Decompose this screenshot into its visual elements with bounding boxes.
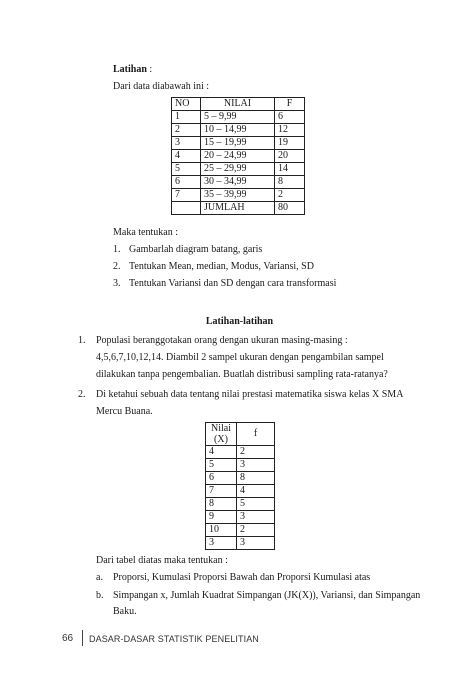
table-row (206, 446, 275, 459)
cell-f: 14 (275, 163, 305, 176)
cell-f: 3 (237, 459, 275, 472)
nilai-frequency-table (205, 422, 275, 550)
cell-nilai: 15 – 19,99 (201, 137, 275, 150)
list-number: 2. (113, 261, 121, 272)
cell-f: 5 (237, 498, 275, 511)
list-text-line-1: Simpangan x, Jumlah Kuadrat Simpangan (JK(X)), Variansi, dan Simpangan (113, 590, 421, 601)
cell-nilai: 25 – 29,99 (201, 163, 275, 176)
list-letter: a. (96, 572, 103, 583)
section-heading-latihan (113, 64, 152, 76)
cell-x: 10 (206, 524, 237, 537)
cell-x: 8 (206, 498, 237, 511)
table-row (206, 537, 275, 550)
cell-f: 12 (275, 124, 305, 137)
cell-nilai: 5 – 9,99 (201, 111, 275, 124)
cell-no: 7 (172, 189, 201, 202)
cell-no: 2 (172, 124, 201, 137)
section-title-suffix: : (146, 64, 153, 75)
list-number: 3. (113, 278, 121, 289)
cell-no: 1 (172, 111, 201, 124)
table-total-row (172, 202, 305, 215)
table-header-row (206, 423, 275, 446)
cell-f: 20 (275, 150, 305, 163)
book-title: DASAR-DASAR STATISTIK PENELITIAN (89, 634, 259, 644)
cell-nilai: 20 – 24,99 (201, 150, 275, 163)
list-text: Tentukan Variansi dan SD dengan cara transformasi (129, 278, 337, 289)
question-2-line-1: Di ketahui sebuah data tentang nilai prestasi matematika siswa kelas X SMA (96, 389, 404, 400)
table-row (172, 150, 305, 163)
instruction-text-2: Dari tabel diatas maka tentukan : (96, 555, 228, 566)
table-row (206, 511, 275, 524)
cell-x: 3 (206, 537, 237, 550)
cell-x: 9 (206, 511, 237, 524)
total-label: JUMLAH (201, 202, 275, 215)
intro-text: Dari data diabawah ini : (113, 81, 210, 92)
question-1-line-2: 4,5,6,7,10,12,14. Diambil 2 sampel ukuran dengan pengambilan sampel (96, 352, 384, 363)
cell-x: 7 (206, 485, 237, 498)
footer-divider (82, 630, 83, 646)
cell-no: 5 (172, 163, 201, 176)
instruction-text: Maka tentukan : (113, 227, 178, 238)
cell-x: 6 (206, 472, 237, 485)
list-text: Gambarlah diagram batang, garis (129, 244, 263, 255)
question-2-line-2: Mercu Buana. (96, 406, 153, 417)
list-item (96, 590, 420, 602)
total-value: 80 (275, 202, 305, 215)
cell-nilai: 35 – 39,99 (201, 189, 275, 202)
cell-f: 19 (275, 137, 305, 150)
table-row (172, 176, 305, 189)
header-nilai-line-1: Nilai (211, 423, 231, 434)
header-no: NO (172, 98, 201, 111)
question-number: 1. (78, 335, 86, 346)
table-row (172, 163, 305, 176)
list-item (113, 244, 262, 256)
page-number: 66 (62, 633, 74, 644)
question-1-line-1: Populasi beranggotakan orang dengan ukuran masing-masing : (96, 335, 348, 346)
list-item (96, 572, 370, 584)
table-row (206, 459, 275, 472)
table-row (206, 485, 275, 498)
cell-f: 3 (237, 511, 275, 524)
header-f: F (275, 98, 305, 111)
list-text: Tentukan Mean, median, Modus, Variansi, SD (129, 261, 314, 272)
list-letter: b. (96, 590, 104, 601)
table-header-row (172, 98, 305, 111)
header-nilai: NILAI (201, 98, 275, 111)
question-1-line-3: dilakukan tanpa pengembalian. Buatlah distribusi sampling rata-ratanya? (96, 369, 388, 380)
cell-x: 5 (206, 459, 237, 472)
cell-no: 4 (172, 150, 201, 163)
table-row (172, 189, 305, 202)
cell-f: 6 (275, 111, 305, 124)
cell-nilai: 10 – 14,99 (201, 124, 275, 137)
cell-nilai: 30 – 34,99 (201, 176, 275, 189)
cell-f: 2 (237, 524, 275, 537)
frequency-table (171, 97, 305, 215)
cell-f: 2 (275, 189, 305, 202)
list-text-line-2: Baku. (113, 606, 137, 617)
cell-f: 3 (237, 537, 275, 550)
list-item (113, 261, 314, 273)
list-item (113, 278, 336, 290)
cell-f: 2 (237, 446, 275, 459)
cell-f: 8 (275, 176, 305, 189)
header-f: f (237, 423, 275, 446)
cell-no: 3 (172, 137, 201, 150)
cell-no: 6 (172, 176, 201, 189)
section-title-latihan-latihan: Latihan-latihan (205, 316, 274, 327)
cell-f: 4 (237, 485, 275, 498)
header-nilai-x (206, 423, 237, 446)
table-row (206, 472, 275, 485)
table-row (206, 498, 275, 511)
cell-x: 4 (206, 446, 237, 459)
header-nilai-line-2: (X) (214, 434, 228, 445)
list-text: Proporsi, Kumulasi Proporsi Bawah dan Proporsi Kumulasi atas (113, 572, 371, 583)
section-title: Latihan (113, 64, 147, 75)
cell-f: 8 (237, 472, 275, 485)
table-row (172, 124, 305, 137)
table-row (172, 137, 305, 150)
list-number: 1. (113, 244, 121, 255)
table-row (206, 524, 275, 537)
table-row (172, 111, 305, 124)
question-number: 2. (78, 389, 86, 400)
cell-empty (172, 202, 201, 215)
